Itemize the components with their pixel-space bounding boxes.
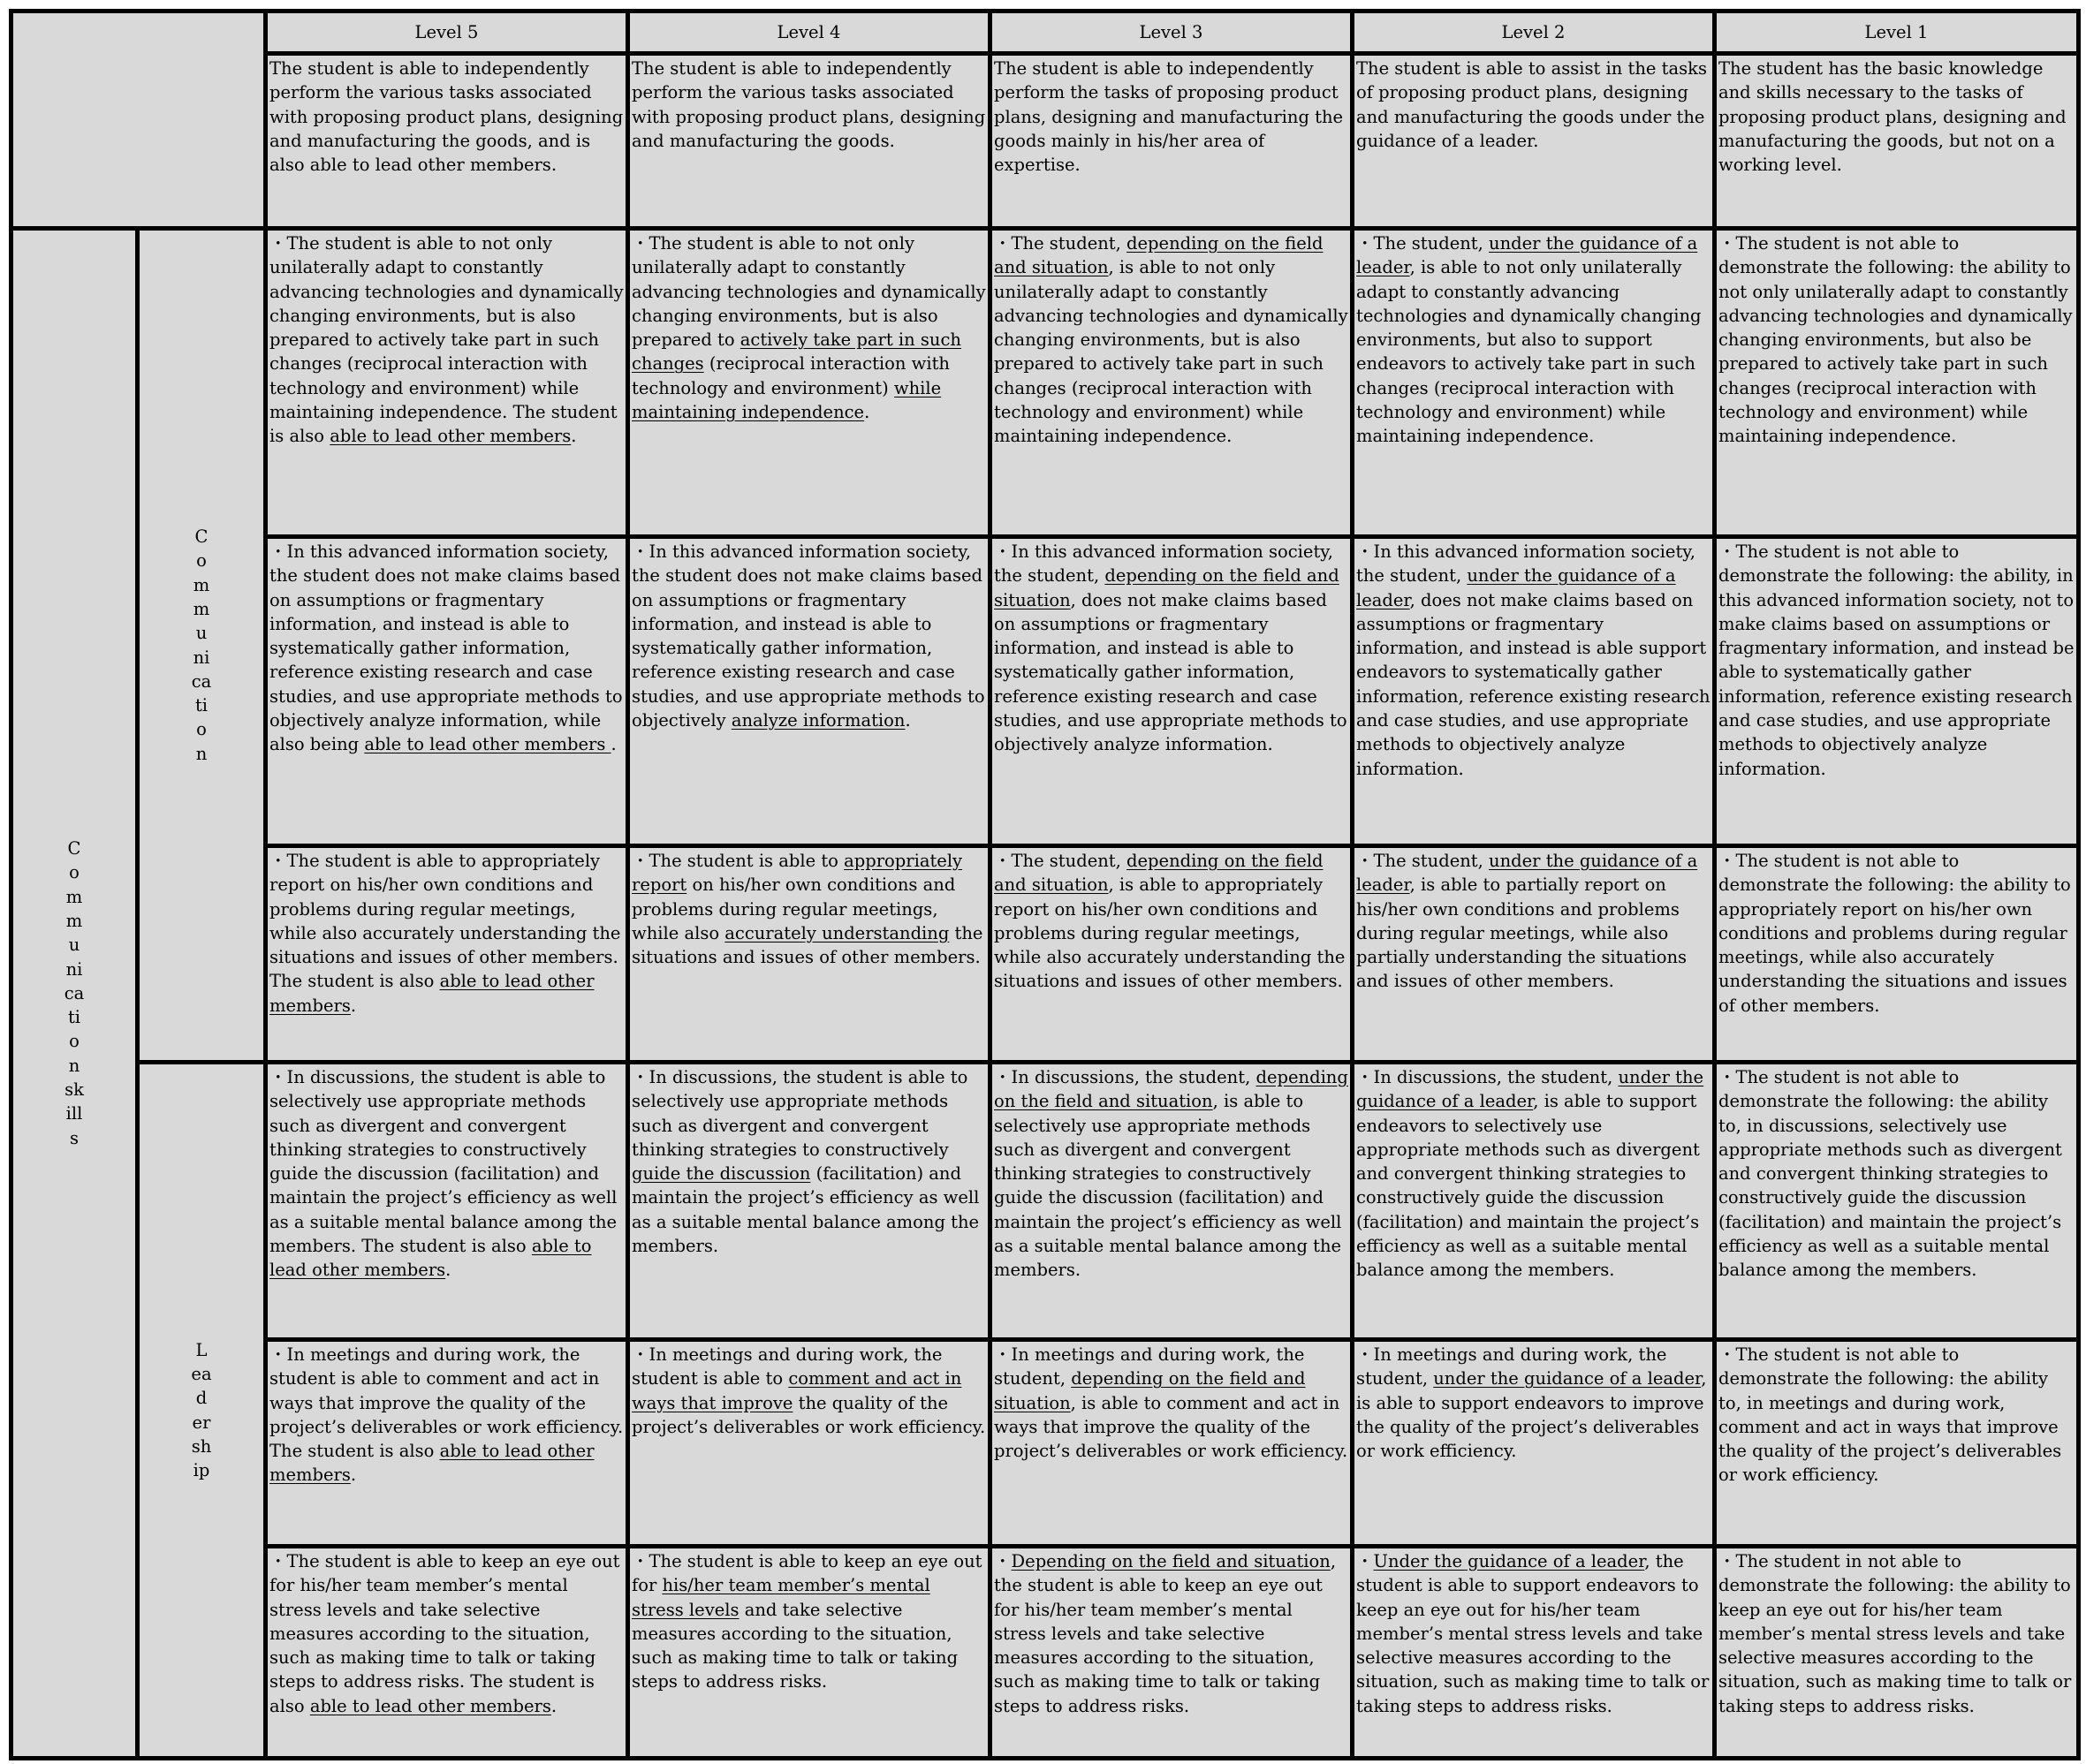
rubric-cell — [1353, 1340, 1715, 1547]
underlined-phrase: guide the discussion — [632, 1163, 811, 1185]
cell-text-segment: . — [445, 1260, 451, 1281]
cell-text-segment: , the student is able to support endeavors to keep an eye out for his/her team member’s mental stress levels and take selective measures according to the situation, such as making time to talk or taking steps to address risks. — [1356, 1551, 1710, 1716]
rubric-cell — [990, 229, 1353, 537]
cell-text-segment: , does not make claims based on assumptions or fragmentary information, and instead is able support endeavors to systematically gather information, reference existing research and case studies, and use appropriate methods to objectively analyze information. — [1356, 589, 1711, 779]
cell-text-segment: ・In discussions, the student is able to selectively use appropriate methods such as divergent and convergent thinking strategies to constructively guide the discussion (facilitation) and maintain the project’s efficiency as well as a suitable mental balance among the members. The student is also — [269, 1067, 618, 1257]
cell-text-segment: ・In this advanced information society, the student, — [1356, 541, 1695, 587]
cell-text-segment: ・In discussions, the student is able to selectively use appropriate methods such as divergent and convergent thinking strategies to constructively — [632, 1067, 968, 1160]
cell-text-segment: , is able to appropriately report on his/her own conditions and problems during regular meetings, while also accurately understanding the situations and issues of other members. — [994, 874, 1346, 992]
cell-text-segment: , is able to support endeavors to selectively use appropriate methods such as divergent and convergent thinking strategies to constructively guide the discussion (facilitation) and maintain the project’s efficiency as well as a suitable mental balance among the members. — [1356, 1091, 1700, 1281]
rubric-cell — [266, 1063, 628, 1340]
underlined-phrase: analyze information — [731, 710, 906, 731]
category-label-text: Communication skills — [64, 838, 86, 1148]
underlined-phrase: able to lead other members — [269, 1441, 595, 1486]
rubric-cell — [628, 229, 990, 537]
cell-text-segment: , does not make claims based on assumptions or fragmentary information, and instead is able to systematically gather information, reference existing research and case studies, and use appropriate methods to objectively analyze information. — [994, 589, 1347, 755]
cell-text-segment: ・In discussions, the student, — [994, 1067, 1256, 1087]
rubric-cell — [628, 846, 990, 1063]
cell-text-segment: ・The student is able to not only unilaterally adapt to constantly advancing technologies and dynamically changing environments, but is also prepared to — [632, 233, 986, 351]
cell-text-segment: ・In this advanced information society, the student does not make claims based on assumptions or fragmentary information, and instead is able to systematically gather information, reference existing research and case studies, and use appropriate methods to objectively analyze information, while also being — [269, 541, 623, 755]
level-4-header: Level 4 — [628, 11, 990, 54]
underlined-phrase: able to lead other members — [330, 426, 572, 447]
underlined-phrase: depending on the field and situation — [994, 1368, 1306, 1413]
rubric-row — [11, 537, 2079, 846]
cell-text-segment: ・The student is not able to demonstrate the following: the ability to not only unilaterally adapt to constantly advancing technologies and dynamically changing environments, but also be prepared to actively take part in such changes (reciprocal interaction with technology and environment) while maintaining independence. — [1718, 233, 2073, 447]
level-3-description: The student is able to independently perform the tasks of proposing product plans, designing and manufacturing the goods mainly in his/her area of expertise. — [990, 54, 1353, 229]
underlined-phrase: under the guidance of a leader — [1356, 851, 1698, 896]
rubric-cell — [1715, 1340, 2079, 1547]
cell-text-segment: ・The student is able to keep an eye out for his/her team member’s mental stress levels and take selective measures according to the situation, such as making time to talk or taking steps to address risks. The student is also — [269, 1551, 620, 1716]
cell-text-segment: ・The student, — [994, 851, 1127, 871]
underlined-phrase: Under the guidance of a leader — [1373, 1551, 1645, 1571]
cell-text-segment: ・ — [994, 1551, 1012, 1571]
group-label-text: Leadership — [191, 1339, 212, 1481]
group-label-leadership — [138, 1063, 266, 1759]
cell-text-segment: , is able to support endeavors to improve the quality of the project’s deliverables or work efficiency. — [1356, 1368, 1707, 1462]
rubric-row — [11, 1547, 2079, 1759]
level-1-description: The student has the basic knowledge and skills necessary to the tasks of proposing product plans, designing and manufacturing the goods, but not on a working level. — [1715, 54, 2079, 229]
level-2-header: Level 2 — [1353, 11, 1715, 54]
underlined-phrase: under the guidance of a leader — [1356, 565, 1676, 610]
group-label-text: Communication — [191, 526, 212, 764]
underlined-phrase: depending on the field and situation — [994, 565, 1339, 610]
cell-text-segment: ・The student is able to not only unilaterally adapt to constantly advancing technologies and dynamically changing environments, but is also prepared to actively take part in such changes (reciprocal interaction with technology and environment) while maintaining independence. The student is also — [269, 233, 624, 447]
underlined-phrase: depending on the field and situation — [994, 851, 1324, 896]
rubric-table — [9, 9, 2081, 1760]
cell-text-segment: ・In meetings and during work, the student, — [1356, 1344, 1667, 1389]
rubric-cell — [1715, 846, 2079, 1063]
cell-text-segment: ・In meetings and during work, the student, — [994, 1344, 1305, 1389]
rubric-cell — [628, 1063, 990, 1340]
level-3-header: Level 3 — [990, 11, 1353, 54]
level-4-description: The student is able to independently perform the various tasks associated with proposing product plans, designing and manufacturing the goods. — [628, 54, 990, 229]
cell-text-segment: ・In this advanced information society, the student, — [994, 541, 1333, 587]
rubric-cell — [990, 1547, 1353, 1759]
cell-text-segment: ・In this advanced information society, the student does not make claims based on assumptions or fragmentary information, and instead is able to systematically gather information, reference existing research and case studies, and use appropriate methods to objectively — [632, 541, 985, 731]
cell-text-segment: ・The student is able to appropriately report on his/her own conditions and problems during regular meetings, while also accurately understanding the situations and issues of other members. The student is also — [269, 851, 621, 992]
cell-text-segment: ・The student in not able to demonstrate the following: the ability to keep an eye out for his/her team member’s mental stress levels and take selective measures according to the situation, such as making time to talk or taking steps to address risks. — [1718, 1551, 2072, 1716]
cell-text-segment: ・In meetings and during work, the student is able to comment and act in ways that improve the quality of the project’s deliverables or work efficiency. The student is also — [269, 1344, 624, 1462]
cell-text-segment: , the student is able to keep an eye out for his/her team member’s mental stress levels and take selective measures according to the situation, such as making time to talk or taking steps to address risks. — [994, 1551, 1337, 1716]
level-2-description: The student is able to assist in the tasks of proposing product plans, designing and manufacturing the goods under the guidance of a leader. — [1353, 54, 1715, 229]
cell-text-segment: ・The student is able to — [632, 851, 845, 871]
cell-text-segment: ・In meetings and during work, the student is able to — [632, 1344, 943, 1389]
rubric-cell — [1353, 1547, 1715, 1759]
rubric-cell — [266, 1547, 628, 1759]
cell-text-segment: . — [905, 710, 911, 731]
rubric-cell — [1353, 846, 1715, 1063]
group-label-communication — [138, 229, 266, 1063]
rubric-row — [11, 1063, 2079, 1340]
level-5-description: The student is able to independently perform the various tasks associated with proposing product plans, designing and manufacturing the goods, and is also able to lead other members. — [266, 54, 628, 229]
underlined-phrase: depending on the field and situation — [994, 233, 1324, 278]
cell-text-segment: . — [550, 1695, 558, 1716]
underlined-phrase: under the guidance of a leader — [1433, 1368, 1702, 1389]
level-5-header: Level 5 — [266, 11, 628, 54]
rubric-row — [11, 846, 2079, 1063]
rubric-cell — [1353, 1063, 1715, 1340]
corner-cell — [11, 11, 266, 229]
cell-text-segment: the situations and issues of other members. — [632, 922, 983, 968]
cell-text-segment: ・The student is able to keep an eye out for — [632, 1551, 982, 1596]
rubric-cell — [628, 537, 990, 846]
cell-text-segment: . — [350, 995, 357, 1016]
cell-text-segment: , is able to partially report on his/her own conditions and problems during regular meetings, while also partially understanding the situations and issues of other members. — [1356, 874, 1688, 992]
cell-text-segment: ・The student is not able to demonstrate the following: the ability, in this advanced information society, not to make claims based on assumptions or fragmentary information, and instead be able to systematically gather information, reference existing research and case studies, and use appropriate methods to objectively analyze information. — [1718, 541, 2075, 779]
rubric-cell — [266, 229, 628, 537]
cell-text-segment: ・The student, — [994, 233, 1127, 254]
rubric-cell — [266, 537, 628, 846]
rubric-cell — [628, 1340, 990, 1547]
cell-text-segment: and take selective measures according to the situation, such as making time to talk or taking steps to address risks. — [632, 1599, 959, 1692]
cell-text-segment: , is able to comment and act in ways that improve the quality of the project’s deliverables or work efficiency. — [994, 1392, 1348, 1462]
underlined-phrase: able to lead other members — [269, 971, 595, 1016]
underlined-phrase: able to lead other members — [269, 1236, 592, 1281]
rubric-row — [11, 1340, 2079, 1547]
cell-text-segment: ・The student, — [1356, 851, 1490, 871]
rubric-cell — [1715, 1063, 2079, 1340]
cell-text-segment: the quality of the project’s deliverables or work efficiency. — [632, 1392, 986, 1437]
cell-text-segment: . — [571, 426, 577, 447]
cell-text-segment: ・The student is not able to demonstrate the following: the ability to, in discussions, selectively use appropriate methods such as divergent and convergent thinking strategies to constructively guide the discussion (facilitation) and maintain the project’s efficiency as well as a suitable mental balance among the members. — [1718, 1067, 2062, 1281]
underlined-phrase: comment and act in ways that improve — [632, 1368, 962, 1413]
cell-text-segment: ・ — [1356, 1551, 1374, 1571]
underlined-phrase: depending on the field and situation — [994, 1067, 1348, 1112]
rubric-cell — [628, 1547, 990, 1759]
cell-text-segment: (reciprocal interaction with technology and environment) — [632, 353, 950, 398]
underlined-phrase: under the guidance of a leader — [1356, 1067, 1704, 1112]
rubric-row — [11, 229, 2079, 537]
rubric-cell — [1353, 229, 1715, 537]
rubric-cell — [990, 846, 1353, 1063]
rubric-cell — [266, 1340, 628, 1547]
level-description-row — [11, 54, 2079, 229]
rubric-cell — [266, 846, 628, 1063]
cell-text-segment: , is able to selectively use appropriate methods such as divergent and convergent thinking strategies to constructively guide the discussion (facilitation) and maintain the project’s efficiency as well as a suitable mental balance among the members. — [994, 1091, 1342, 1281]
cell-text-segment: ・The student, — [1356, 233, 1490, 254]
rubric-cell — [1353, 537, 1715, 846]
cell-text-segment: (facilitation) and maintain the project’s efficiency as well as a suitable mental balance among the members. — [632, 1163, 980, 1257]
underlined-phrase: appropriately report — [632, 851, 963, 896]
rubric-cell — [990, 537, 1353, 846]
rubric-cell — [1715, 229, 2079, 537]
underlined-phrase: actively take part in such changes — [632, 329, 961, 375]
cell-text-segment: . — [864, 402, 870, 423]
underlined-phrase: accurately understanding — [724, 922, 950, 943]
underlined-phrase: his/her team member’s mental stress levels — [632, 1575, 930, 1620]
underlined-phrase: able to lead other members — [309, 1695, 551, 1716]
rubric-cell — [990, 1063, 1353, 1340]
level-header-row — [11, 11, 2079, 54]
cell-text-segment: , is able to not only unilaterally adapt to constantly advancing technologies and dynamically changing environments, but also to support endeavors to actively take part in such changes (reciprocal interaction with technology and environment) while maintaining independence. — [1356, 257, 1702, 447]
level-1-header: Level 1 — [1715, 11, 2079, 54]
cell-text-segment: ・The student is not able to demonstrate the following: the ability to, in meetings and during work, comment and act in ways that improve the quality of the project’s deliverables or work efficiency. — [1718, 1344, 2062, 1486]
underlined-phrase: Depending on the field and situation — [1011, 1551, 1331, 1571]
cell-text-segment: on his/her own conditions and problems during regular meetings, while also — [632, 874, 956, 943]
underlined-phrase: while maintaining independence — [632, 377, 942, 423]
rubric-cell — [1715, 537, 2079, 846]
cell-text-segment: . — [611, 734, 617, 755]
cell-text-segment: . — [350, 1465, 357, 1486]
category-label — [11, 229, 138, 1759]
underlined-phrase: under the guidance of a leader — [1356, 233, 1698, 278]
cell-text-segment: ・The student is not able to demonstrate the following: the ability to appropriately report on his/her own conditions and problems during regular meetings, while also accurately understanding the situations and issues of other members. — [1718, 851, 2071, 1016]
cell-text-segment: ・In discussions, the student, — [1356, 1067, 1619, 1087]
underlined-phrase: able to lead other members — [364, 734, 611, 755]
rubric-cell — [1715, 1547, 2079, 1759]
cell-text-segment: , is able to not only unilaterally adapt to constantly advancing technologies and dynamically changing environments, but is also prepared to actively take part in such changes (reciprocal interaction with technology and environment) while maintaining independence. — [994, 257, 1348, 447]
rubric-cell — [990, 1340, 1353, 1547]
